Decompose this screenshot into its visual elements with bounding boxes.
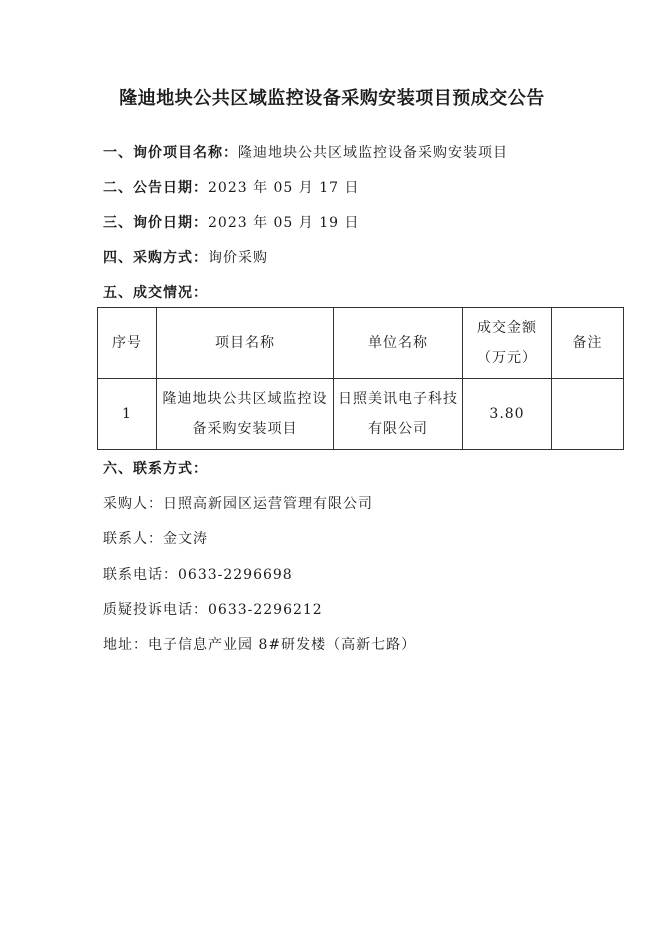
section-procurement-method: [103, 247, 268, 267]
section-value: 询价采购: [208, 250, 268, 266]
deal-table: [97, 307, 624, 450]
cell-unit-line1: 日照美讯电子科技: [338, 391, 458, 407]
section-heading: 六、联系方式：: [103, 461, 208, 477]
header-amount: [463, 308, 552, 379]
section-project-name: [103, 142, 508, 162]
section-heading: 四、采购方式：: [103, 250, 208, 266]
table-row: [98, 379, 624, 450]
header-unit: 单位名称: [334, 308, 463, 379]
section-value: 隆迪地块公共区域监控设备采购安装项目: [238, 145, 508, 161]
contact-address: 地址：电子信息产业园 8#研发楼（高新七路）: [103, 637, 417, 653]
cell-seq: 1: [98, 379, 157, 450]
contact-buyer: 采购人：日照高新园区运营管理有限公司: [103, 496, 373, 512]
section-deal-status: [103, 282, 208, 302]
cell-remark: [552, 379, 624, 450]
cell-project: [157, 379, 334, 450]
header-amount-line2: （万元）: [477, 350, 537, 366]
table-header-row: [98, 308, 624, 379]
section-announce-date: [103, 177, 360, 197]
section-heading: 五、成交情况：: [103, 285, 208, 301]
section-heading: 二、公告日期：: [103, 180, 208, 196]
section-value: 2023 年 05 月 17 日: [208, 180, 360, 196]
header-amount-line1: 成交金额: [477, 320, 537, 336]
section-value: 2023 年 05 月 19 日: [208, 215, 360, 231]
cell-project-line1: 隆迪地块公共区域监控设: [162, 391, 328, 407]
cell-unit-line2: 有限公司: [368, 421, 428, 437]
cell-unit: [334, 379, 463, 450]
header-seq: 序号: [98, 308, 157, 379]
section-inquiry-date: [103, 212, 360, 232]
section-heading: 三、询价日期：: [103, 215, 208, 231]
contact-complaint-phone: 质疑投诉电话：0633-2296212: [103, 602, 323, 618]
cell-amount: 3.80: [463, 379, 552, 450]
contact-phone: 联系电话：0633-2296698: [103, 567, 293, 583]
page-title: 隆迪地块公共区域监控设备采购安装项目预成交公告: [119, 88, 545, 109]
header-remark: 备注: [552, 308, 624, 379]
section-heading: 一、询价项目名称：: [103, 145, 238, 161]
cell-project-line2: 备采购安装项目: [192, 421, 298, 437]
contact-person: 联系人：金文涛: [103, 531, 208, 547]
header-project: 项目名称: [157, 308, 334, 379]
section-contact: [103, 458, 208, 478]
